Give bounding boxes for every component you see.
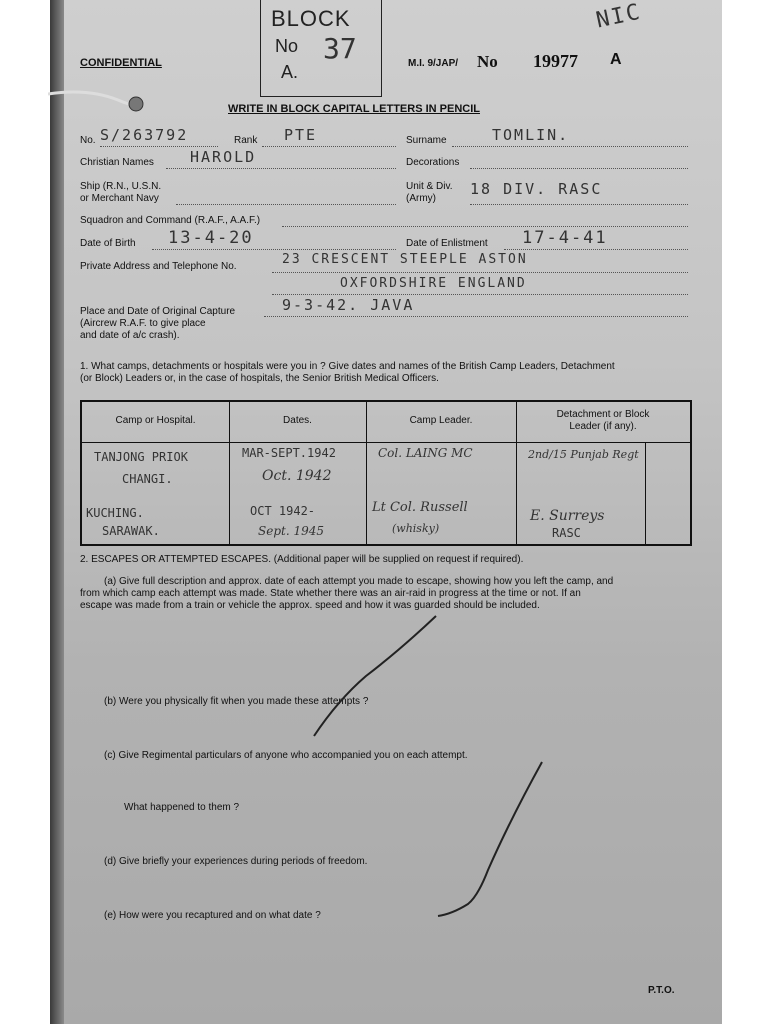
ship-label-1: Ship (R.N., U.S.N. bbox=[80, 181, 162, 192]
surname-label: Surname bbox=[406, 135, 447, 146]
christian-names-value: HAROLD bbox=[190, 148, 257, 166]
no-value: S/263792 bbox=[100, 126, 189, 144]
dob-label: Date of Birth bbox=[80, 238, 136, 249]
christian-names-label: Christian Names bbox=[80, 157, 154, 168]
table-cell: Col. LAING MC bbox=[378, 446, 473, 460]
ship-label-2: or Merchant Navy bbox=[80, 193, 159, 204]
enlistment-label: Date of Enlistment bbox=[406, 238, 488, 249]
surname-value: TOMLIN. bbox=[492, 126, 570, 144]
squadron-label: Squadron and Command (R.A.F., A.A.F.) bbox=[80, 215, 261, 226]
table-cell: 2nd/15 Punjab Regt bbox=[528, 448, 639, 461]
table-cell: (whisky) bbox=[392, 522, 440, 535]
address-line-2: OXFORDSHIRE ENGLAND bbox=[340, 276, 527, 291]
enlistment-value: 17-4-41 bbox=[522, 228, 608, 248]
header-camp: Camp or Hospital. bbox=[115, 415, 196, 426]
table-cell: OCT 1942- bbox=[250, 504, 316, 518]
header-detachment: Detachment or Block bbox=[556, 409, 650, 420]
no-label: No. bbox=[80, 135, 96, 146]
table-cell: Lt Col. Russell bbox=[372, 500, 468, 515]
number-label: No bbox=[477, 52, 498, 71]
form-suffix: A bbox=[610, 51, 622, 68]
instruction-heading: WRITE IN BLOCK CAPITAL LETTERS IN PENCIL bbox=[228, 103, 480, 115]
question-2a-line-3: escape was made from a train or vehicle the approx. speed and how it was guarded should be included. bbox=[80, 600, 540, 611]
capture-label-3: and date of a/c crash). bbox=[80, 330, 180, 341]
stamp-hand-number: 37 bbox=[323, 32, 357, 65]
address-label: Private Address and Telephone No. bbox=[80, 261, 237, 272]
table-cell: KUCHING. bbox=[86, 506, 144, 520]
table-cell: RASC bbox=[552, 526, 581, 540]
question-2-title: 2. ESCAPES OR ATTEMPTED ESCAPES. (Additional paper will be supplied on request if required). bbox=[80, 554, 524, 565]
address-line-1: 23 CRESCENT STEEPLE ASTON bbox=[282, 252, 528, 267]
table-cell: Oct. 1942 bbox=[262, 468, 332, 484]
table-cell: CHANGI. bbox=[122, 472, 173, 486]
capture-value: 9-3-42. JAVA bbox=[282, 296, 415, 314]
unit-label-1: Unit & Div. bbox=[406, 181, 453, 192]
question-1-line-1: 1. What camps, detachments or hospitals were you in ? Give dates and names of the British Camp Leaders, Detachment bbox=[80, 361, 615, 372]
question-2d: (d) Give briefly your experiences during periods of freedom. bbox=[104, 856, 368, 867]
question-2c-follow-up: What happened to them ? bbox=[124, 802, 240, 813]
question-2b: (b) Were you physically fit when you made these attempts ? bbox=[104, 696, 369, 707]
table-cell: SARAWAK. bbox=[102, 524, 160, 538]
capture-label-2: (Aircrew R.A.F. to give place bbox=[80, 318, 206, 329]
decorations-label: Decorations bbox=[406, 157, 460, 168]
unit-label-2: (Army) bbox=[406, 193, 436, 204]
corner-initials: NIC bbox=[593, 0, 644, 34]
unit-value: 18 DIV. RASC bbox=[470, 180, 603, 198]
ref-label: M.I. 9/JAP/ bbox=[408, 58, 459, 69]
stamp-line-2: No bbox=[275, 36, 299, 56]
stamp-line-1: BLOCK bbox=[271, 6, 351, 31]
stamp-line-3: A. bbox=[281, 62, 299, 82]
header-detachment-2: Leader (if any). bbox=[569, 421, 637, 432]
header-dates: Dates. bbox=[283, 415, 312, 426]
question-1-line-2: (or Block) Leaders or, in the case of hospitals, the Senior British Medical Officers. bbox=[80, 373, 439, 384]
header-camp-leader: Camp Leader. bbox=[409, 415, 473, 426]
capture-label-1: Place and Date of Original Capture bbox=[80, 306, 236, 317]
question-2a-line-2: from which camp each attempt was made. State whether there was an air-raid in progress at the time or not. If an bbox=[80, 588, 581, 599]
table-cell: E. Surreys bbox=[530, 508, 605, 524]
form-number: 19977 bbox=[533, 51, 578, 71]
question-2a-line-1: (a) Give full description and approx. date of each attempt you made to escape, showing how you left the camp, and bbox=[104, 576, 614, 587]
confidential-label: CONFIDENTIAL bbox=[80, 57, 162, 69]
rank-label: Rank bbox=[234, 135, 258, 146]
question-2c: (c) Give Regimental particulars of anyone who accompanied you on each attempt. bbox=[104, 750, 468, 761]
pto-label: P.T.O. bbox=[648, 985, 675, 996]
table-cell: MAR-SEPT.1942 bbox=[242, 446, 336, 460]
question-2e: (e) How were you recaptured and on what date ? bbox=[104, 910, 321, 921]
rank-value: PTE bbox=[284, 126, 318, 144]
table-cell: TANJONG PRIOK bbox=[94, 450, 188, 464]
table-cell: Sept. 1945 bbox=[258, 524, 324, 538]
dob-value: 13-4-20 bbox=[168, 228, 254, 248]
